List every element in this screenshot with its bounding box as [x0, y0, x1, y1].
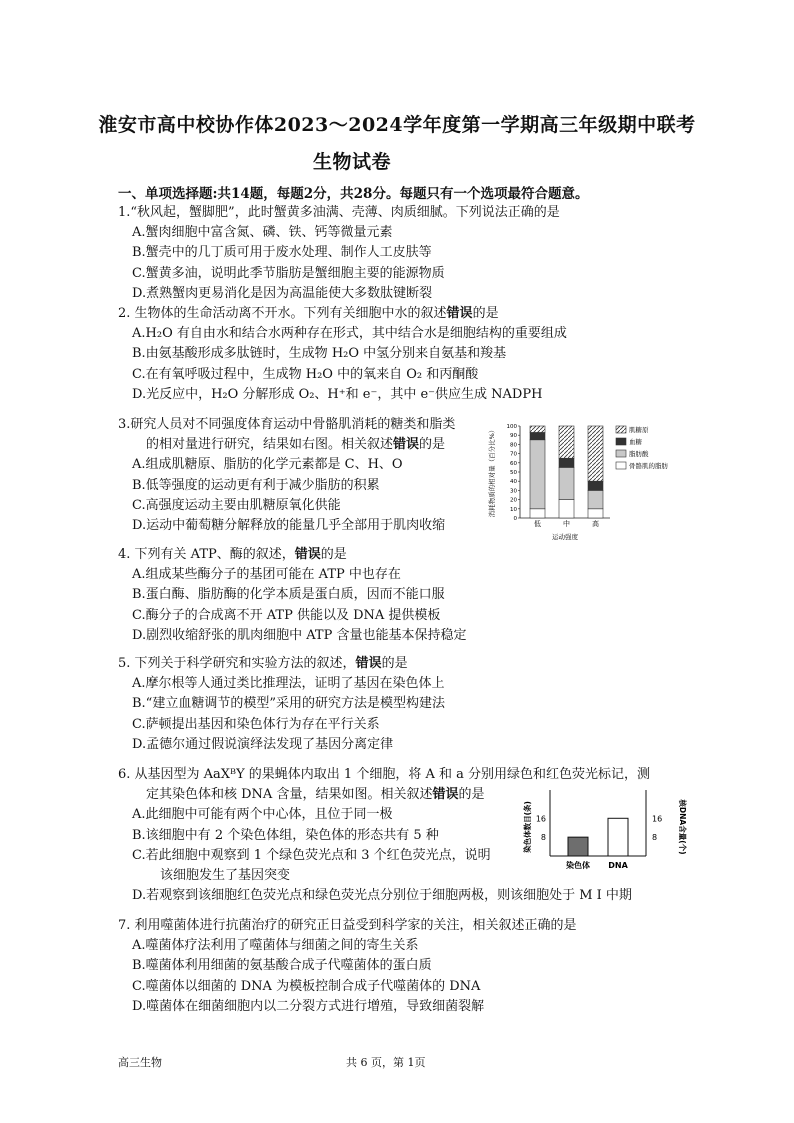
footer-subject: 高三生物	[118, 1056, 162, 1069]
y-tick-label: 60	[510, 460, 517, 467]
q4-option-b: B.蛋白酶、脂肪酶的化学本质是蛋白质，因而不能口服	[132, 587, 445, 603]
question-7	[118, 916, 577, 1017]
y-tick-label: 90	[510, 433, 517, 440]
q6-emphasis: 错误	[432, 787, 459, 803]
y-tick-label: 80	[510, 442, 517, 449]
q7-stem: 7. 利用噬菌体进行抗菌治疗的研究正日益受到科学家的关注，相关叙述正确的是	[118, 918, 577, 933]
bar-segment	[530, 440, 545, 509]
legend-label: 血糖	[629, 438, 642, 446]
question-5	[118, 654, 445, 755]
legend-label: 肌糖原	[629, 426, 649, 434]
question-2	[118, 304, 567, 405]
q1-option-a: A.蟹肉细胞中富含氮、磷、铁、钙等微量元素	[132, 225, 393, 241]
y-tick-label: 70	[510, 451, 517, 458]
x-tick-label: DNA	[608, 861, 628, 870]
bar-segment	[559, 500, 574, 518]
q5-option-b: B.“建立血糖调节的模型”采用的研究方法是模型构建法	[132, 696, 445, 712]
q4-option-c: C.酶分子的合成离不开 ATP 供能以及 DNA 提供模板	[132, 607, 441, 623]
legend-swatch	[616, 450, 626, 457]
q6-stem2b: 的是	[458, 787, 485, 803]
q2-emphasis: 错误	[446, 306, 473, 321]
q6-option-c: C.若此细胞中观察到 1 个绿色荧光点和 3 个红色荧光点，说明	[132, 847, 491, 863]
y-tick-label: 10	[510, 506, 517, 513]
q2-stem	[118, 304, 567, 324]
q1-option-c: C.蟹黄多油，说明此季节脂肪是蟹细胞主要的能源物质	[132, 265, 445, 281]
bar-segment	[588, 426, 603, 481]
y-axis-label-right: 核DNA含量(个)	[678, 799, 687, 855]
chart-muscle-consumption	[484, 418, 684, 544]
q4-option-d: D.剧烈收缩舒张的肌肉细胞中 ATP 含量也能基本保持稳定	[132, 627, 467, 643]
q7-option-b: B.噬菌体利用细菌的氨基酸合成子代噬菌体的蛋白质	[132, 958, 432, 974]
y-tick-label-left: 16	[535, 814, 546, 824]
q3-option-a: A.组成肌糖原、脂肪的化学元素都是 C、H、O	[132, 457, 403, 473]
y-tick-label: 30	[510, 488, 517, 495]
x-tick-label: 中	[563, 520, 570, 528]
x-axis-label: 运动强度	[552, 533, 578, 541]
bar	[568, 837, 588, 856]
y-tick-label-right: 16	[652, 814, 663, 824]
bar-segment	[588, 490, 603, 508]
bar-segment	[530, 509, 545, 518]
legend-label: 骨骼肌的脂肪	[629, 462, 668, 470]
q5-stem	[118, 654, 445, 674]
y-axis-label: 消耗物质的相对量（百分比%）	[488, 426, 496, 518]
y-tick-label: 40	[510, 479, 517, 486]
q5-option-d: D.孟德尔通过假说演绎法发现了基因分离定律	[132, 736, 394, 752]
legend-swatch	[616, 438, 626, 445]
legend-swatch	[616, 462, 626, 469]
q3-stem2b: 的是	[419, 437, 446, 453]
q4-option-a: A.组成某些酶分子的基团可能在 ATP 中也存在	[132, 567, 401, 583]
q1-option-d: D.煮熟蟹肉更易消化是因为高温能使大多数肽键断裂	[132, 285, 433, 301]
y-tick-label: 0	[513, 516, 517, 522]
question-3	[118, 415, 455, 536]
q3-option-b: B.低等强度的运动更有利于减少脂肪的积累	[132, 477, 380, 493]
question-1	[118, 203, 560, 304]
x-tick-label: 高	[592, 520, 599, 528]
q5-stem-a: 5. 下列关于科学研究和实验方法的叙述，	[118, 656, 356, 671]
bar-segment	[530, 426, 545, 432]
bar-segment	[559, 426, 574, 458]
x-tick-label: 低	[534, 520, 541, 528]
question-4	[118, 545, 466, 646]
q6-stem-line1: 6. 从基因型为 AaXᴮY 的果蝇体内取出 1 个细胞，将 A 和 a 分别用绿色和红色荧光标记，测	[118, 767, 650, 782]
q5-option-a: A.摩尔根等人通过类比推理法，证明了基因在染色体上	[132, 676, 445, 692]
bar	[608, 818, 628, 856]
q3-stem-line1: 3.研究人员对不同强度体育运动中骨骼肌消耗的糖类和脂类	[118, 417, 456, 432]
y-tick-label-left: 8	[540, 833, 546, 843]
exam-subtitle: 生物试卷	[312, 151, 391, 173]
q7-option-c: C.噬菌体以细菌的 DNA 为模板控制合成子代噬菌体的 DNA	[132, 978, 481, 994]
q2-option-a: A.H₂O 有自由水和结合水两种存在形式，其中结合水是细胞结构的重要组成	[132, 326, 567, 342]
q2-stem-b: 的是	[472, 306, 499, 321]
bar-segment	[588, 481, 603, 490]
bar-segment	[559, 467, 574, 499]
q7-option-d: D.噬菌体在细菌细胞内以二分裂方式进行增殖，导致细菌裂解	[132, 998, 485, 1014]
q4-stem	[118, 545, 466, 565]
bar-segment	[530, 432, 545, 439]
q5-option-c: C.萨顿提出基因和染色体行为存在平行关系	[132, 716, 380, 732]
y-axis-label-left: 染色体数目(条)	[523, 801, 532, 853]
y-tick-label: 20	[510, 497, 517, 504]
q3-stem-line2	[118, 435, 455, 455]
q3-option-d: D.运动中葡萄糖分解释放的能量几乎全部用于肌肉收缩	[132, 517, 446, 533]
legend-label: 脂肪酸	[629, 450, 649, 458]
y-tick-label: 50	[510, 470, 517, 476]
q5-emphasis: 错误	[355, 656, 382, 671]
q6-option-a: A.此细胞中可能有两个中心体，且位于同一极	[132, 807, 393, 823]
q4-stem-a: 4. 下列有关 ATP、酶的叙述，	[118, 547, 295, 562]
exam-title: 淮安市高中校协作体2023～2024学年度第一学期高三年级期中联考	[98, 114, 696, 136]
section-heading: 一、单项选择题:共14题，每题2分，共28分。每题只有一个选项最符合题意。	[118, 186, 589, 202]
q6-option-d: D.若观察到该细胞红色荧光点和绿色荧光点分别位于细胞两极，则该细胞处于 M I 中期	[132, 888, 632, 904]
x-tick-label: 染色体	[566, 861, 590, 870]
q6-stem2a: 定其染色体和核 DNA 含量，结果如图。相关叙述	[146, 787, 433, 803]
q3-stem2a: 的相对量进行研究，结果如右图。相关叙述	[146, 437, 394, 453]
q3-option-c: C.高强度运动主要由肌糖原氧化供能	[132, 497, 341, 513]
q2-option-b: B.由氨基酸形成多肽链时，生成物 H₂O 中氢分别来自氨基和羧基	[132, 346, 507, 362]
y-tick-label-right: 8	[652, 833, 658, 843]
q2-option-c: C.在有氧呼吸过程中，生成物 H₂O 中的氧来自 O₂ 和丙酮酸	[132, 366, 479, 382]
q1-stem: 1.“秋风起，蟹脚肥”，此时蟹黄多油满、壳薄、肉质细腻。下列说法正确的是	[118, 205, 560, 220]
q4-stem-b: 的是	[320, 547, 347, 562]
footer-page-number: 共 6 页，第 1页	[346, 1056, 426, 1069]
y-tick-label: 100	[506, 424, 517, 430]
legend-swatch	[616, 426, 626, 433]
q4-emphasis: 错误	[294, 547, 321, 562]
q2-stem-a: 2. 生物体的生命活动离不开水。下列有关细胞中水的叙述	[118, 306, 447, 321]
q5-stem-b: 的是	[381, 656, 408, 671]
bar-segment	[588, 509, 603, 518]
q6-option-c-cont: 该细胞发生了基因突变	[160, 867, 291, 883]
q6-option-b: B.该细胞中有 2 个染色体组，染色体的形态共有 5 种	[132, 827, 439, 843]
q2-option-d: D.光反应中，H₂O 分解形成 O₂、H⁺和 e⁻，其中 e⁻供应生成 NADPH	[132, 386, 543, 402]
q7-option-a: A.噬菌体疗法利用了噬菌体与细菌之间的寄生关系	[132, 938, 419, 954]
chart-chromosome-dna	[520, 786, 690, 878]
q1-option-b: B.蟹壳中的几丁质可用于废水处理、制作人工皮肤等	[132, 245, 432, 261]
q3-emphasis: 错误	[393, 437, 420, 453]
bar-segment	[559, 458, 574, 467]
